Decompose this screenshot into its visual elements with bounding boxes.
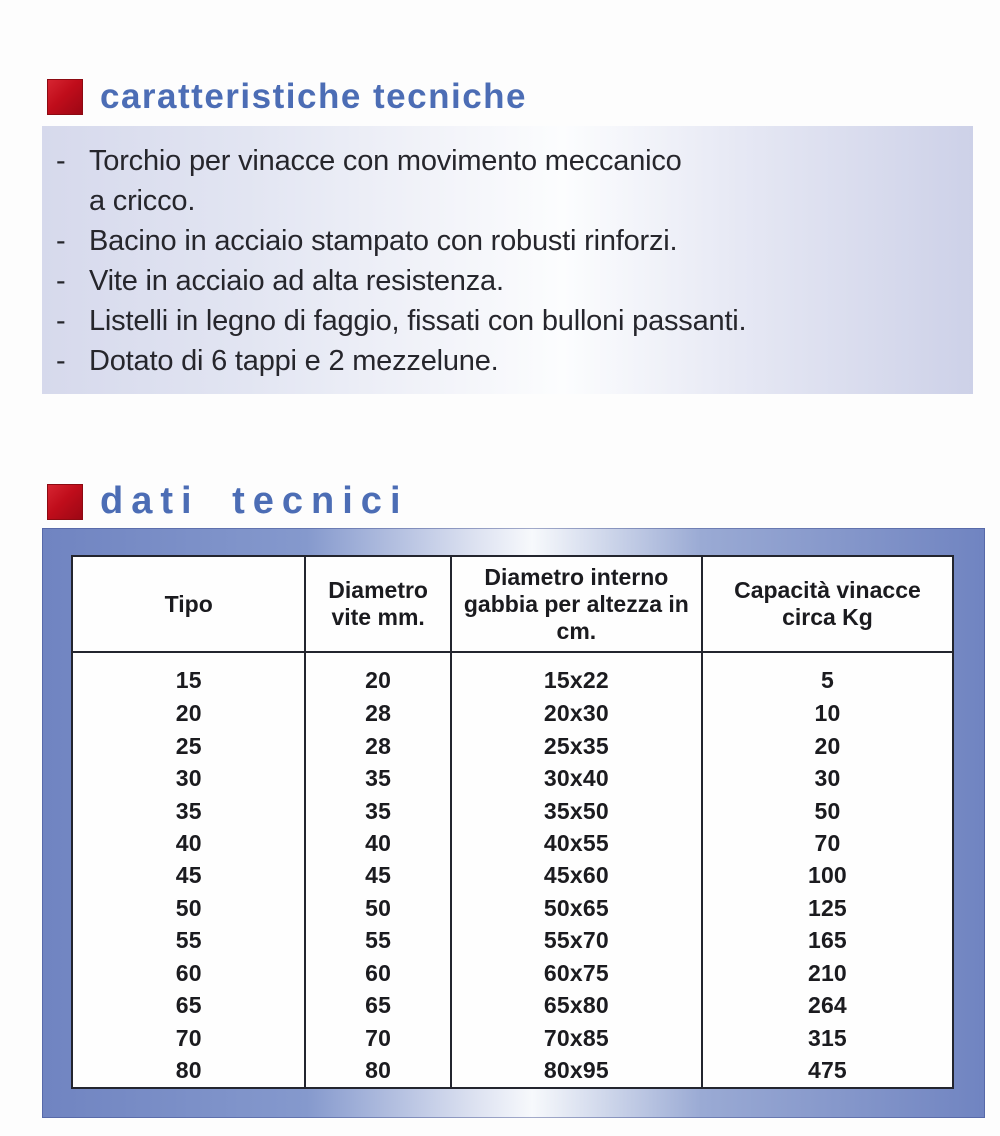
bullet-dash: - — [56, 305, 66, 337]
table-cell: 30x40 — [451, 762, 702, 794]
table-cell: 80x95 — [451, 1054, 702, 1088]
specs-table-frame — [42, 528, 985, 1118]
table-cell: 55x70 — [451, 925, 702, 957]
table-cell: 30 — [175, 765, 202, 792]
table-cell: 25x35 — [451, 730, 702, 762]
table-cell: 45 — [305, 860, 450, 892]
features-title: caratteristiche tecniche — [100, 77, 528, 116]
table-cell: 70x85 — [451, 1022, 702, 1054]
table-row — [72, 957, 953, 989]
table-cell: 60 — [175, 959, 202, 986]
table-cell: 70 — [305, 1022, 450, 1054]
table-cell: 125 — [702, 892, 953, 924]
specs-table — [71, 555, 954, 1089]
table-cell: 10 — [702, 698, 953, 730]
table-cell: 65 — [305, 989, 450, 1021]
table-cell: 65x80 — [451, 989, 702, 1021]
table-row — [72, 652, 953, 698]
table-header — [72, 556, 953, 652]
table-cell: 55 — [175, 927, 202, 954]
table-cell: 5 — [702, 652, 953, 698]
feature-item: - Bacino in acciaio stampato con robusti rinforzi. — [56, 221, 963, 261]
table-cell: 25 — [175, 732, 202, 759]
table-row — [72, 860, 953, 892]
table-cell: 35 — [305, 795, 450, 827]
table-cell: 80 — [305, 1054, 450, 1088]
column-header: Capacità vinacce circa Kg — [702, 556, 953, 652]
bullet-dash: - — [56, 265, 66, 297]
bullet-dash: - — [56, 225, 66, 257]
table-cell: 20 — [702, 730, 953, 762]
table-cell: 60 — [305, 957, 450, 989]
table-cell: 60x75 — [451, 957, 702, 989]
table-row — [72, 892, 953, 924]
table-cell: 315 — [702, 1022, 953, 1054]
table-cell: 45x60 — [451, 860, 702, 892]
table-cell: 55 — [305, 925, 450, 957]
table-cell: 100 — [702, 860, 953, 892]
table-cell: 30 — [702, 762, 953, 794]
table-cell: 15 — [175, 666, 202, 693]
features-list — [56, 141, 963, 381]
table-cell: 50 — [702, 795, 953, 827]
table-row — [72, 1022, 953, 1054]
table-row — [72, 730, 953, 762]
feature-item: - Vite in acciaio ad alta resistenza. — [56, 261, 963, 301]
features-box — [42, 126, 973, 394]
table-cell: 50 — [305, 892, 450, 924]
table-row — [72, 989, 953, 1021]
specs-section-header — [47, 481, 409, 521]
table-cell: 80 — [175, 1057, 202, 1084]
table-cell: 210 — [702, 957, 953, 989]
table-cell: 40x55 — [451, 827, 702, 859]
table-cell: 45 — [175, 862, 202, 889]
table-row — [72, 698, 953, 730]
column-header: Diametro interno gabbia per altezza in cm. — [451, 556, 702, 652]
table-cell: 28 — [305, 698, 450, 730]
red-square-marker-icon — [47, 79, 83, 115]
table-cell: 50 — [175, 894, 202, 921]
table-cell: 40 — [175, 830, 202, 857]
feature-item: - Dotato di 6 tappi e 2 mezzelune. — [56, 341, 963, 381]
feature-item: - Listelli in legno di faggio, fissati con bulloni passanti. — [56, 301, 963, 341]
specs-title: dati tecnici — [100, 480, 409, 522]
column-header: Diametro vite mm. — [305, 556, 450, 652]
table-cell: 50x65 — [451, 892, 702, 924]
table-cell: 35 — [175, 797, 202, 824]
table-row — [72, 795, 953, 827]
table-cell: 15x22 — [451, 652, 702, 698]
table-header-row — [72, 556, 953, 652]
table-body — [72, 652, 953, 1088]
table-cell: 70 — [702, 827, 953, 859]
table-cell: 28 — [305, 730, 450, 762]
bullet-dash: - — [56, 145, 66, 177]
feature-item: - Torchio per vinacce con movimento meccanico a cricco. — [56, 141, 963, 221]
table-cell: 35x50 — [451, 795, 702, 827]
bullet-dash: - — [56, 345, 66, 377]
red-square-marker-icon — [47, 484, 83, 520]
table-cell: 20x30 — [451, 698, 702, 730]
table-cell: 40 — [305, 827, 450, 859]
table-cell: 165 — [702, 925, 953, 957]
table-cell: 65 — [175, 992, 202, 1019]
table-cell: 20 — [175, 700, 202, 727]
table-cell: 70 — [175, 1024, 202, 1051]
table-cell: 475 — [702, 1054, 953, 1088]
table-row — [72, 827, 953, 859]
table-row — [72, 925, 953, 957]
table-row — [72, 762, 953, 794]
table-cell: 264 — [702, 989, 953, 1021]
table-row — [72, 1054, 953, 1088]
features-section-header — [47, 76, 527, 118]
table-cell: 35 — [305, 762, 450, 794]
table-cell: 20 — [305, 652, 450, 698]
column-header: Tipo — [72, 556, 305, 652]
